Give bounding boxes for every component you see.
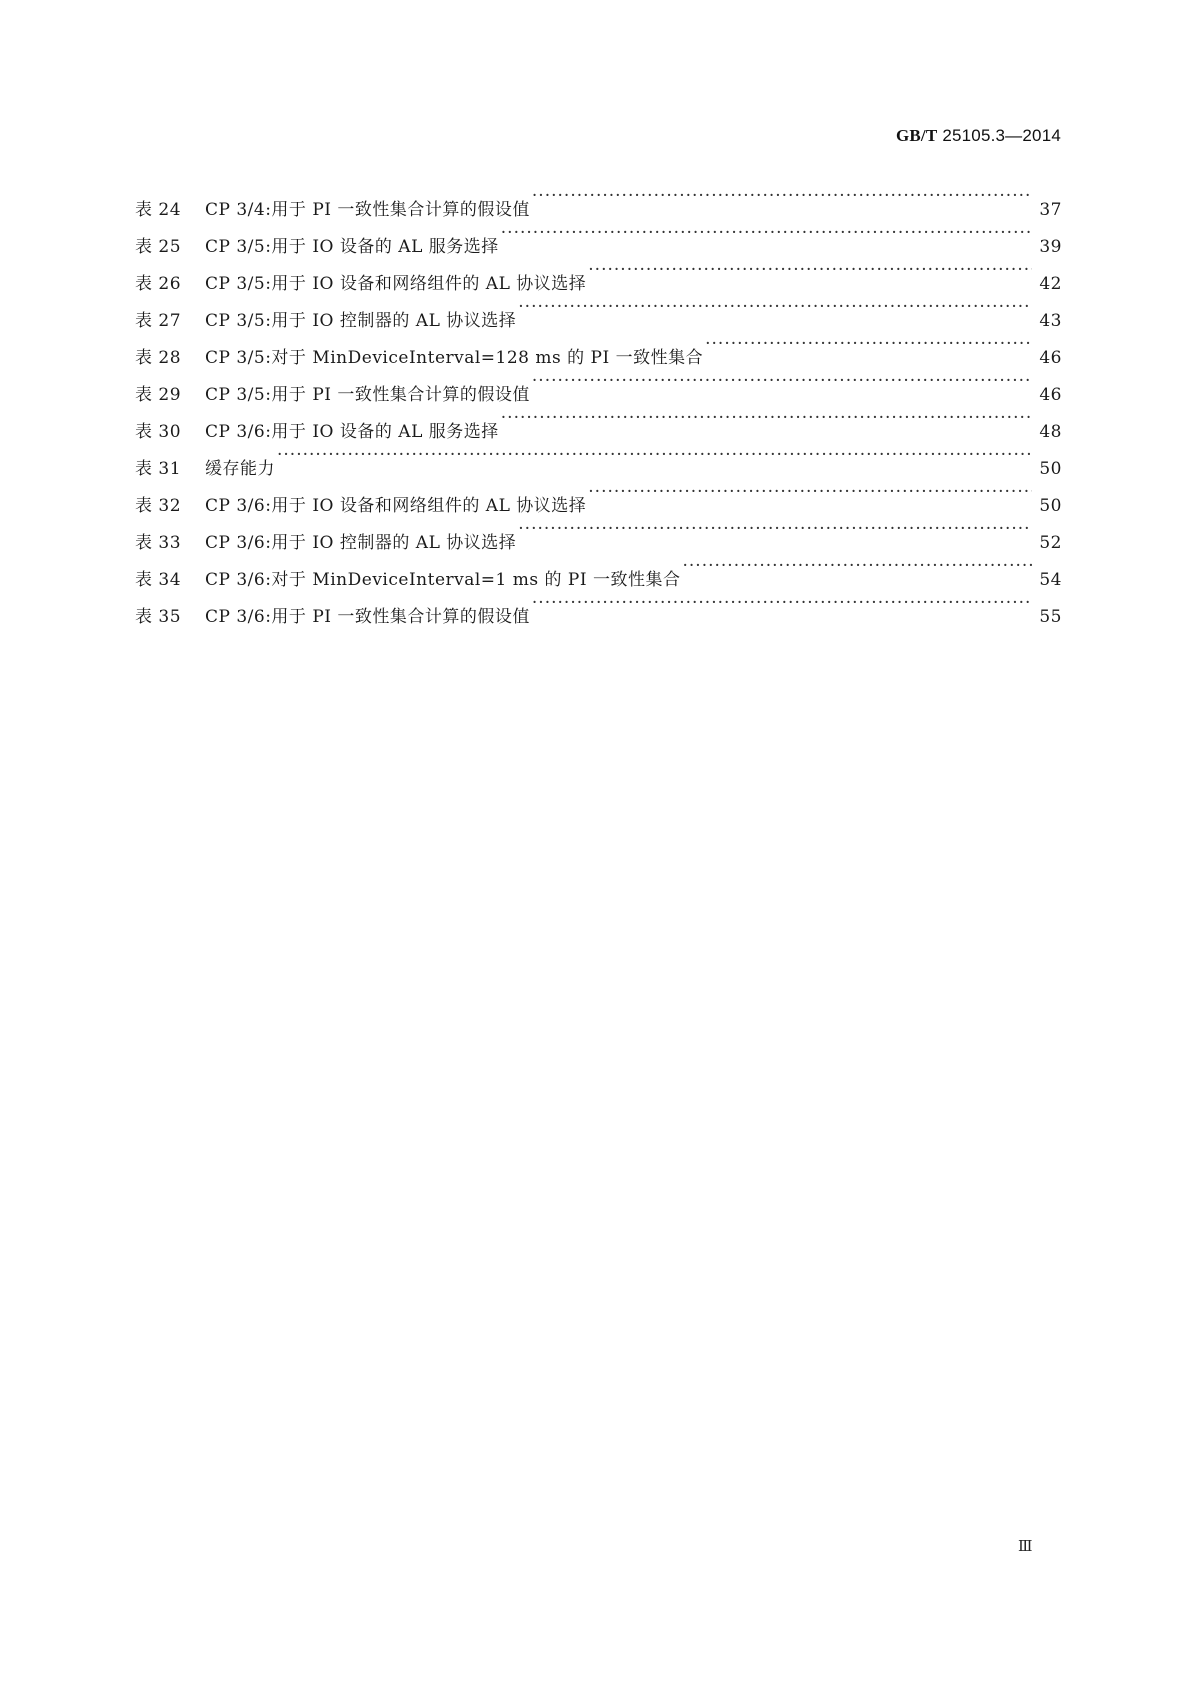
- dot-leader: [705, 326, 1032, 363]
- toc-entry-label: 表 30: [135, 422, 182, 442]
- toc-entry-title: CP 3/5:用于 PI 一致性集合计算的假设值: [205, 385, 530, 405]
- toc-entry-page: 43: [1039, 311, 1062, 331]
- dot-leader: [532, 363, 1032, 400]
- toc-entry[interactable]: [135, 178, 1062, 220]
- dot-leader: [588, 252, 1032, 289]
- toc-entry-page: 39: [1039, 237, 1062, 257]
- standard-prefix: GB/T: [895, 126, 938, 145]
- toc-entry-page: 54: [1039, 570, 1062, 590]
- toc-entry-page: 50: [1039, 459, 1062, 479]
- toc-entry-label: 表 29: [135, 385, 182, 405]
- toc-entry-label: 表 32: [135, 496, 182, 516]
- toc-entry-title: CP 3/6:用于 IO 设备和网络组件的 AL 协议选择: [205, 496, 587, 516]
- toc-entry-title: CP 3/5:对于 MinDeviceInterval=128 ms 的 PI 一致性集合: [205, 348, 704, 368]
- dot-leader: [518, 511, 1032, 548]
- toc-entry-label: 表 35: [135, 607, 182, 627]
- dot-leader: [501, 400, 1032, 437]
- toc-entry-title: CP 3/6:对于 MinDeviceInterval=1 ms 的 PI 一致性集合: [205, 570, 681, 590]
- toc-entry-label: 表 24: [135, 200, 182, 220]
- dot-leader: [518, 289, 1032, 326]
- toc-entry-label: 表 28: [135, 348, 182, 368]
- page-folio: Ⅲ: [1018, 1537, 1033, 1555]
- toc-entry-title: CP 3/6:用于 IO 控制器的 AL 协议选择: [205, 533, 517, 553]
- dot-leader: [682, 548, 1032, 585]
- toc-entry-label: 表 26: [135, 274, 182, 294]
- toc-entry-page: 48: [1039, 422, 1062, 442]
- toc-entry-page: 52: [1039, 533, 1062, 553]
- toc-entry-page: 46: [1039, 348, 1062, 368]
- toc-entry-label: 表 25: [135, 237, 182, 257]
- dot-leader: [532, 178, 1032, 215]
- standard-number-header: [896, 126, 1061, 146]
- toc-entry-title: 缓存能力: [205, 459, 275, 479]
- toc-entry-title: CP 3/4:用于 PI 一致性集合计算的假设值: [205, 200, 530, 220]
- toc-entry-page: 42: [1039, 274, 1062, 294]
- toc-entry-label: 表 33: [135, 533, 182, 553]
- dot-leader: [277, 437, 1032, 474]
- toc-entry-page: 37: [1039, 200, 1062, 220]
- toc-entry-label: 表 31: [135, 459, 182, 479]
- toc-entry-title: CP 3/5:用于 IO 设备的 AL 服务选择: [205, 237, 499, 257]
- toc-entry-title: CP 3/6:用于 IO 设备的 AL 服务选择: [205, 422, 499, 442]
- dot-leader: [588, 474, 1032, 511]
- toc-entry-label: 表 34: [135, 570, 182, 590]
- toc-entry-page: 46: [1039, 385, 1062, 405]
- toc-entry-title: CP 3/6:用于 PI 一致性集合计算的假设值: [205, 607, 530, 627]
- toc-entry-label: 表 27: [135, 311, 182, 331]
- toc-entry-page: 55: [1039, 607, 1062, 627]
- table-of-contents: [135, 178, 1062, 627]
- toc-entry-title: CP 3/5:用于 IO 设备和网络组件的 AL 协议选择: [205, 274, 587, 294]
- toc-entry-title: CP 3/5:用于 IO 控制器的 AL 协议选择: [205, 311, 517, 331]
- dot-leader: [532, 585, 1032, 622]
- standard-number: 25105.3—2014: [942, 126, 1061, 145]
- dot-leader: [501, 215, 1032, 252]
- toc-entry-page: 50: [1039, 496, 1062, 516]
